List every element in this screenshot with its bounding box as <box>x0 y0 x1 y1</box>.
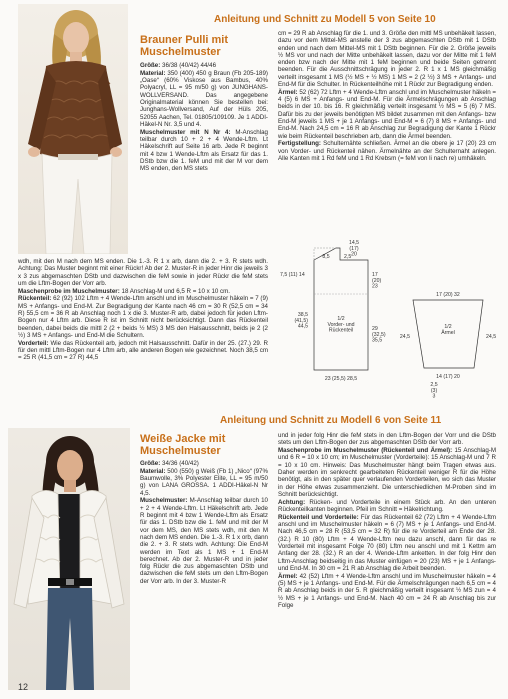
model6-right-column <box>278 432 496 610</box>
diagram-label-armhole: 17 <box>372 272 378 278</box>
diagram-label-armhole: (20) <box>372 277 382 284</box>
diagram-label-sleeve-note: 2,5 <box>430 382 438 388</box>
paragraph-heading: Muschelmuster mit N Nr 4: <box>140 128 236 136</box>
paragraph <box>140 62 268 69</box>
paragraph-heading: Fertigstellung: <box>278 140 324 148</box>
paragraph <box>18 340 268 362</box>
paragraph <box>18 258 268 287</box>
paragraph-heading: Größe: <box>140 62 163 69</box>
paragraph <box>278 30 496 88</box>
paragraph <box>18 295 268 339</box>
model5-header: Anleitung und Schnitt zu Modell 5 von Seite 10 <box>214 14 436 25</box>
diagram-label-side-length: (41,5) <box>294 317 308 324</box>
paragraph-text: M-Anschlag teilbar durch 10 + 2 + 4 Wende-Lftm. Lt Häkelschrift auf Seite 16 arb. Jede R beginnt mit 4 bzw 1 Wende-Lftm als Ersatz für das 1. DStb bzw die 1. feM und mit der M vor dem MS enden, den MS stets <box>140 128 268 173</box>
paragraph <box>140 497 268 585</box>
diagram-label-sleeve-right: 24,5 <box>486 334 497 340</box>
paragraph-heading: Ärmel: <box>278 572 300 580</box>
diagram-label-top-width: (17) <box>349 245 359 252</box>
paragraph-heading: Rückenteil und Vorderteile: <box>278 513 361 521</box>
diagram-label-sleeve-piece: 1/2 <box>444 324 452 330</box>
paragraph-heading: Größe: <box>140 460 163 467</box>
diagram-label-body-piece: Vorder- und <box>327 321 355 328</box>
paragraph <box>278 89 496 140</box>
paragraph-heading: Maschenprobe im Muschelmuster: <box>18 287 122 295</box>
diagram-label-neck-small: 2,5 <box>344 254 352 260</box>
paragraph-heading: Muschelmuster: <box>140 497 190 505</box>
paragraph-text: 52 (62) 72 Lftm + 4 Wende-Lftm anschl und im Muschelmuster häkeln = 4 (5) 6 MS + Anfangs- und End-M. Für die Ärmelschrägungen ab Anschlag beids in der 10. bis 16. R gleichmäßig verteilt insgesamt ½ MS = 5 (6) 7 MS. Dafür bis zu der jeweils benötigten MS bildet zusammen mit den Anfangs- bzw End-M jeweils 1 MS + je 1 Anfangs- und End-M = 6 (7) 8 MS + Anfangs- und End-M. Nach 24,5 cm = 16 R ab Anschlag zur Begradigung der Kante 1 Rückr wie beim Rückenteil beschrieben arb, dann die Ärmel beenden. <box>278 88 496 140</box>
paragraph <box>278 140 496 162</box>
model6-left-column <box>140 460 268 586</box>
paragraph-text: wdh, mit den M nach dem MS enden. Die 1.-3. R 1 x arb, dann die 2. + 3. R stets wdh. Achtung: Das Muster beginnt mit einer Rückr! Ab der 2. Muster-R in jeder Hinr die jeweils 3 x 3 zus abgemaschten DStb und dazwischen die feM sowie in jeder Rückr die feM stets um die Lftm-Bogen der Vorr arb. <box>18 258 268 287</box>
diagram-label-sleeve-bottom: 14 (17) 20 <box>436 374 460 380</box>
paragraph-text: 18 Anschlag-M und 6,5 R = 10 x 10 cm. <box>121 287 231 295</box>
diagram-label-side-length: 38,5 <box>297 312 308 318</box>
paragraph-heading: Material: <box>140 69 168 77</box>
paragraph-text: 42 (52) Lftm + 4 Wende-Lftm anschl und im Muschelmuster häkeln = 4 (5) MS + je 1 Anfangs- und End-M. Für die Ärmelschrägungen nach 6,5 cm = 4 R ab Anschlag beids in der 5. R gleichmäßig verteilt insgesamt ½ MS zun = 4 ½ MS + je 1 Anfangs- und End-M. Nach 40 cm = 24 R ab Anschlag bis zur Folge <box>278 572 496 609</box>
paragraph-heading: Rückenteil: <box>18 295 54 303</box>
paragraph-heading: Vorderteil: <box>18 339 51 347</box>
paragraph-text: 350 (400) 450 g Braun (Fb 205-189) „Oase“ (60% Viskose aus Bambus, 40% Polyacryl, LL = 95 m/50 g) von JUNGHANS-WOLLVERSAND. Das angegebene Originalmaterial können Sie bestellen bei: Junghans-Wollversand, Auf der Hüls 205, 52055 Aachen, Tel. 01805/109109. Je 1 ADDI-Häkel-N Nr. 3,5 und 4. <box>140 69 268 128</box>
model5-pattern-diagrams <box>278 238 498 408</box>
diagram-label-sleeve-piece: Ärmel <box>441 329 455 336</box>
diagram-label-sleeve-note: (3) <box>430 387 438 394</box>
paragraph-text: M-Anschlag teilbar durch 10 + 2 + 4 Wende-Lftm. Lt Häkelschrift arb. Jede R beginnt mit 4 bzw 1 Wende-Lftm als Ersatz für das 1. DStb bzw die 1. feM und mit der M vor dem MS, den MS stets wdh, mit den M nach dem MS enden. Die 1.-3. R 1 x orb, dann die 2. + 3. R stets wdh. Achtung: Die End-M werden im Text als 1 MS + 1 End-M berechnet. Ab der 2. Muster-R und in jeder folg Rückr die zus abgemaschten DStb und dazwischen die feM stets um den Lftm-Bogen der Vorr arb. In der 3. Muster-R <box>140 497 268 585</box>
paragraph-text: Rücken- und Vorderteile in einem Stück arb. An den unteren Rückenteilkanten beginnen. Pfeil im Schnitt = Häkelrichtung. <box>278 498 496 513</box>
paragraph <box>140 70 268 128</box>
paragraph-text: 34/36 (40/42) <box>162 460 199 467</box>
paragraph-text: und in jeder folg Hinr die feM stets in den Lftm-Bogen der Vorr und die DStb stets um den Lftm-Bogen der zus abgemaschten DStb der Vorr arb. <box>278 432 496 447</box>
diagram-label-armhole: 23 <box>372 283 378 290</box>
diagram-label-neck-depth: 8,5 <box>322 254 330 260</box>
model6-title: Weiße Jacke mit Muschelmuster <box>140 433 226 457</box>
paragraph-text: 62 (92) 102 Lftm + 4 Wende-Lftm anschl und im Muschelmuster häkeln = 7 (9) MS + Anfangs- und End-M. Zur Begradigung der Kante nach 46 cm = 30 R (52,5 cm = 34 R) 55,5 cm = 36 R ab Anschlag noch 1 x die 3. Muster-R arb, dabei jedoch für jeden Lftm-Bogen nur 4 Lftm arb. Diese R ist im Schnitt nicht berücksichtigt. Dann das Rückenteil beenden, dabei beids die mittl 2 (2 + beids ½ MS) 3 MS den Halsausschnitt, beids je 2 (2 ½) 3 MS + Anfangs- und End-M die Schultern. <box>18 295 268 339</box>
model5-right-column <box>278 30 496 163</box>
model5-title: Brauner Pulli mit Muschelmuster <box>140 34 229 58</box>
photo-white-jacket <box>8 428 130 690</box>
page-number: 12 <box>18 682 29 692</box>
paragraph-heading: Material: <box>140 467 168 475</box>
diagram-body-piece <box>314 245 368 370</box>
paragraph <box>140 468 268 497</box>
model6-header: Anleitung und Schnitt zu Modell 6 von Seite 11 <box>220 415 442 426</box>
diagram-label-body-length: 35,5 <box>372 337 383 344</box>
paragraph <box>278 447 496 498</box>
diagram-label-body-piece: Rückenteil <box>328 327 354 334</box>
paragraph-text: Wie das Rückenteil arb, jedoch mit Halsausschnitt. Dafür in der 25. (27.) 29. R für den mittl Lftm-Bogen nur 4 Lftm arb, alle anderen Bogen wie gezeichnet. Noch 38,5 cm = 25 R (41,5 cm = 27 R) 44,5 <box>18 339 268 362</box>
photo-brown-sweater <box>18 4 128 254</box>
paragraph <box>278 499 496 514</box>
paragraph-text: 15 Anschlag-M und 6 R = 10 x 10 cm; im Muschelmuster (Vorderteile): 15 Anschlag-M und 7 R = 10 x 10 cm. Hinweis: Das Muschelmuster hängt beim Tragen etwas aus. Daher werden im senkrecht gearbeiteten Rückenteil weniger R für die Höhe benötigt, als in den später quer verlaufenden Vorderteilen, wo sich das Muster in der Höhe etwas zusammenzieht. Die unterschiedlichen M-Proben sind im Schnitt berücksichtigt. <box>278 447 496 498</box>
diagram-label-body-piece: 1/2 <box>337 316 345 322</box>
diagram-label-sleeve-top: 17 (20) 32 <box>436 292 460 298</box>
paragraph-text: cm = 29 R ab Anschlag für die 1. und 3. Größe den mittl MS unbehäkelt lassen, dazu vor dem Mittel-MS anstelle der 3 zus abgemaschten DStb mit 1 DStb enden und nach dem Mittel-MS mit 1 DStb beginnen. Für die 2. Größe jeweils ½ MS vor und nach der Mitte unbehäkelt lassen, dazu vor der Mitte mit 1 feM enden bzw nach der Mitte mit 1 feM beginnen und beide Seiten getrennt beenden. Für die Ausschnittschrägung in jeder 2. R 1 x 1 MS gleichmäßig verteilt insgesamt 1 MS (½ MS + ½ MS) 1 MS = 2 (2 ½) 3 MS + Anfangs- und End-M für die Schulter. In Rückenteilhöhe mit 1 Rückr zur Begradigung enden. <box>278 30 496 89</box>
paragraph-text: Schulternähte schließen. Ärmel an die obere je 17 (20) 23 cm von Vorder- und Rückenteil nähen. Ärmelnähte an der Schulternaht anlegen. Alle Kanten mit 1 Rd feM und 1 Rd Krebsm (= feM von li nach re) umhäkeln. <box>278 140 496 163</box>
paragraph-text: Für das Rückenteil 62 (72) Lftm + 4 Wende-Lftm anschl und im Muschelmuster häkeln = 6 (7) MS + je 1 Anfangs- und End-M. Nach 46,5 cm = 28 R (53,5 cm = 32 R) für die re Vorderteil am Ende der 28. (32.) R 10 (80) Lftm + 4 Wende-Lftm neu dazu anschl, dann für das re Vorderteil mit insgesamt Folge 70 (80) Lftm neu anschl und mit 1 Kettm am Anfang der 28. (32.) R an der 4. Wende-Lftm anketten. In der folg Hinr den Lftm-Anschlag beidseitig in das Muster einfügen = 20 (23) MS + je 1 Anfangs- und End-M. In 30 cm = 21 R ab Anschlag die Arbeit beenden. <box>278 513 496 572</box>
diagram-label-sleeve-left: 24,5 <box>399 334 410 340</box>
paragraph <box>278 514 496 572</box>
paragraph-text: 500 (550) g Weiß (Fb 1) „Nico“ (97% Baumwolle, 3% Polyester Elite, LL = 95 m/50 g) von LANA GROSSA. 1 ADDI-Häkel-N Nr 4,5. <box>140 467 268 497</box>
diagram-label-side-length: 44,5 <box>297 323 308 330</box>
diagram-label-top-width: 20 <box>351 251 357 258</box>
diagram-label-body-length: (32,5) <box>372 331 386 338</box>
paragraph <box>278 432 496 447</box>
paragraph <box>18 288 268 295</box>
paragraph <box>140 129 268 173</box>
paragraph <box>278 573 496 609</box>
model5-left-continued <box>18 258 268 362</box>
model5-left-column <box>140 62 268 173</box>
diagram-label-body-length: 29 <box>372 326 378 332</box>
diagram-label-sleeve-note: 3 <box>432 393 436 400</box>
diagram-label-shoulder: 7,5 (11) 14 <box>280 272 305 278</box>
paragraph-heading: Ärmel: <box>278 88 300 96</box>
paragraph <box>140 460 268 467</box>
paragraph-text: 36/38 (40/42) 44/46 <box>162 62 217 69</box>
paragraph-heading: Achtung: <box>278 498 310 506</box>
diagram-label-width: 23 (25,5) 28,5 <box>324 376 358 382</box>
paragraph-heading: Maschenprobe im Muschelmuster (Rückenteil und Ärmel): <box>278 447 455 455</box>
diagram-label-top-width: 14,5 <box>348 240 360 246</box>
